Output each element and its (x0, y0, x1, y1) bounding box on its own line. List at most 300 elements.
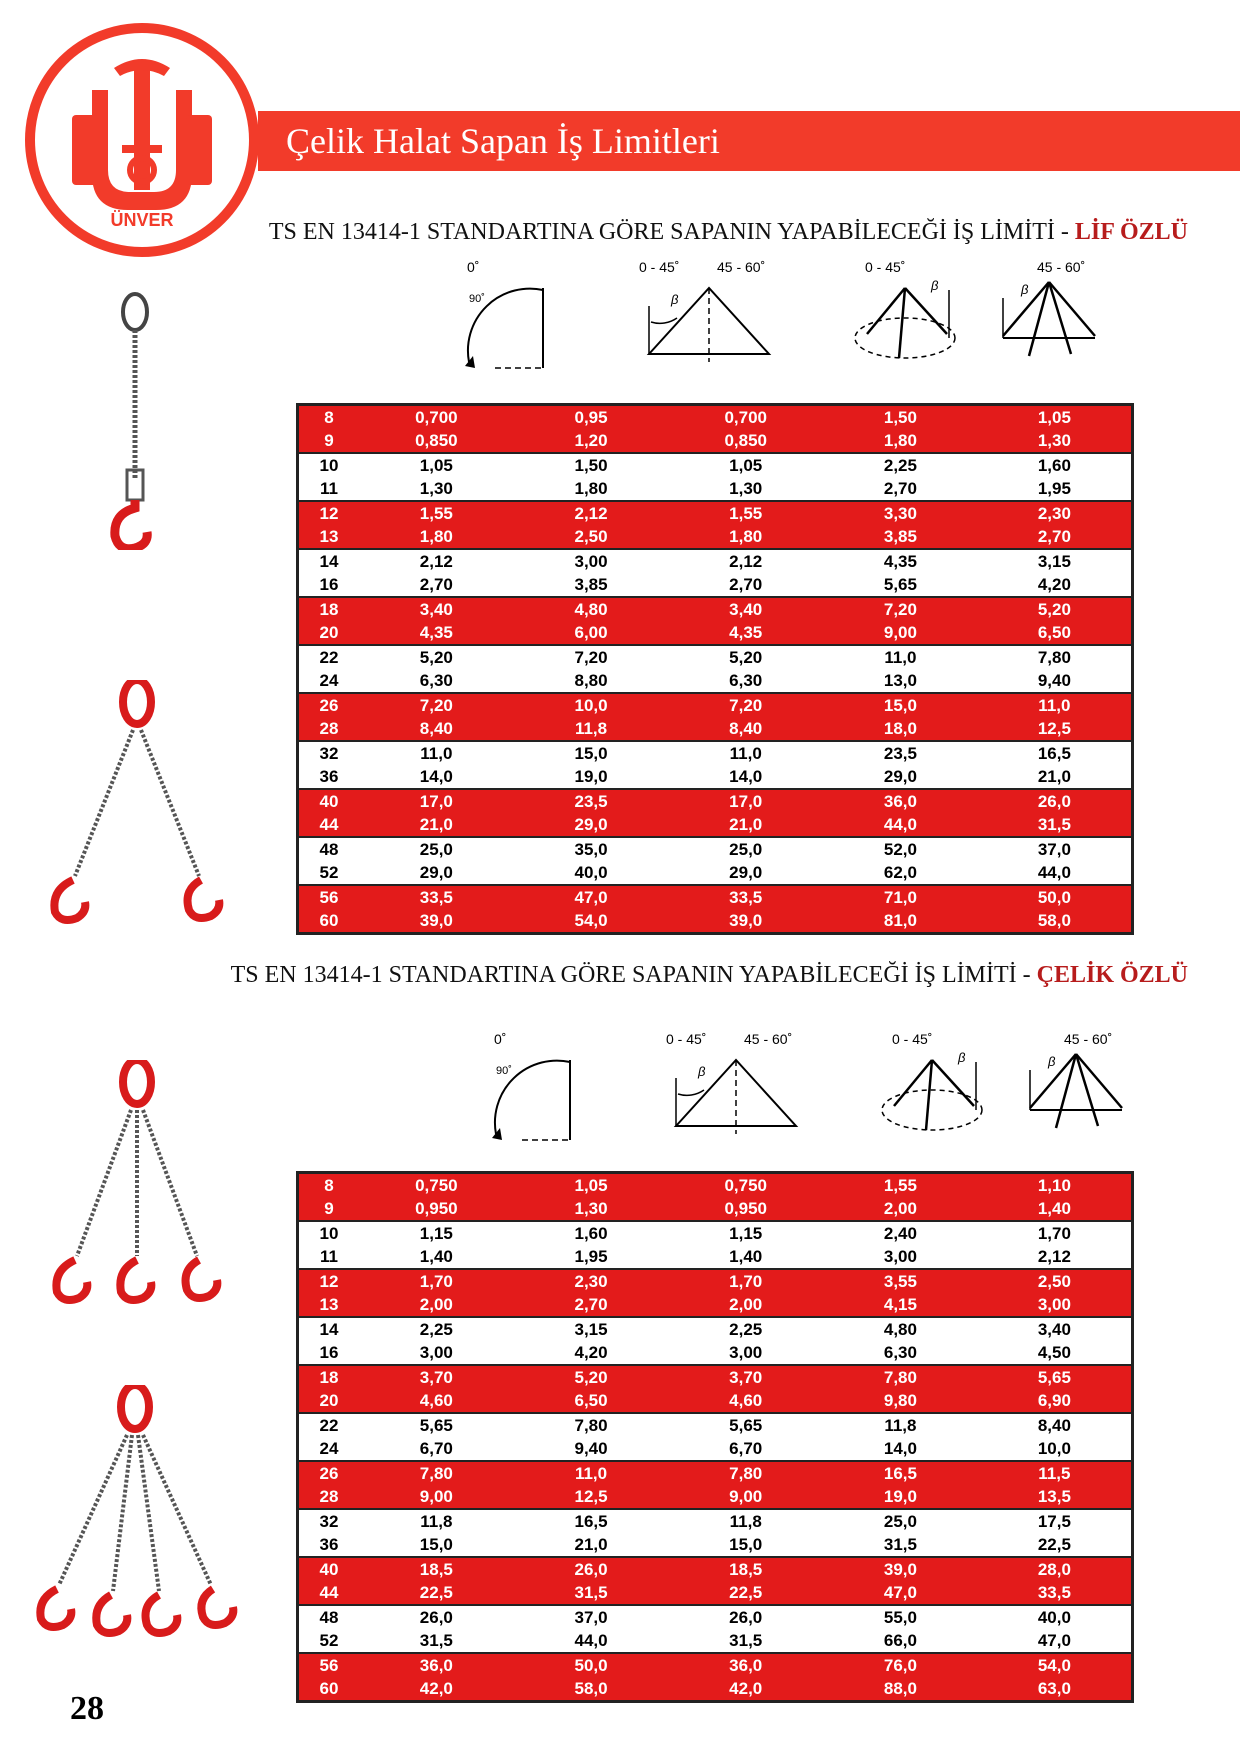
svg-text:β: β (931, 278, 939, 293)
load-limit-cell: 11,5 (978, 1461, 1133, 1485)
load-limit-cell: 1,50 (514, 453, 669, 477)
load-limit-cell: 26,0 (514, 1557, 669, 1581)
load-limit-cell: 2,70 (668, 573, 823, 597)
load-limit-cell: 39,0 (668, 909, 823, 934)
table-row (298, 861, 1133, 885)
diameter-cell: 36 (298, 1533, 360, 1557)
load-limit-cell: 11,8 (668, 1509, 823, 1533)
load-limit-cell: 2,12 (514, 501, 669, 525)
load-limit-cell: 19,0 (514, 765, 669, 789)
table-row (298, 1533, 1133, 1557)
diameter-cell: 40 (298, 789, 360, 813)
load-limit-cell: 21,0 (359, 813, 514, 837)
load-limit-cell: 17,5 (978, 1509, 1133, 1533)
load-limit-cell: 7,80 (359, 1461, 514, 1485)
load-limit-cell: 23,5 (823, 741, 978, 765)
svg-text:0˚: 0˚ (467, 259, 480, 275)
load-limit-cell: 54,0 (514, 909, 669, 934)
load-limit-cell: 2,12 (668, 549, 823, 573)
load-limit-cell: 2,00 (359, 1293, 514, 1317)
table-row (298, 789, 1133, 813)
table-row (298, 1245, 1133, 1269)
load-limit-cell: 36,0 (823, 789, 978, 813)
load-limit-cell: 47,0 (514, 885, 669, 909)
load-limit-cell: 1,60 (978, 453, 1133, 477)
section-title-lif (269, 219, 1188, 246)
diameter-cell: 20 (298, 621, 360, 645)
load-limit-cell: 0,950 (668, 1197, 823, 1221)
svg-text:β: β (698, 1064, 706, 1079)
load-limit-cell: 36,0 (359, 1653, 514, 1677)
load-limit-cell: 54,0 (978, 1653, 1133, 1677)
load-limit-cell: 1,95 (978, 477, 1133, 501)
load-limit-cell: 2,30 (514, 1269, 669, 1293)
load-limit-cell: 4,50 (978, 1341, 1133, 1365)
load-limit-cell: 1,50 (823, 405, 978, 430)
load-limit-cell: 1,70 (978, 1221, 1133, 1245)
load-limit-cell: 3,00 (978, 1293, 1133, 1317)
angle-diagrams-lif (455, 258, 1115, 378)
load-limit-cell: 7,80 (823, 1365, 978, 1389)
load-limit-cell: 4,80 (514, 597, 669, 621)
table-row (298, 1221, 1133, 1245)
load-limit-cell: 3,85 (514, 573, 669, 597)
diameter-cell: 56 (298, 1653, 360, 1677)
svg-text:45 - 60˚: 45 - 60˚ (1064, 1031, 1113, 1047)
load-limit-cell: 4,60 (359, 1389, 514, 1413)
load-limit-cell: 10,0 (978, 1437, 1133, 1461)
load-limit-cell: 33,5 (978, 1581, 1133, 1605)
table-row (298, 909, 1133, 934)
diameter-cell: 11 (298, 1245, 360, 1269)
section-title-core-type: ÇELİK ÖZLÜ (1036, 962, 1188, 988)
load-limit-cell: 3,15 (978, 549, 1133, 573)
load-limit-cell: 1,30 (668, 477, 823, 501)
diameter-cell: 8 (298, 405, 360, 430)
diameter-cell: 36 (298, 765, 360, 789)
load-limit-cell: 5,20 (668, 645, 823, 669)
load-limit-cell: 3,40 (668, 597, 823, 621)
load-limit-cell: 4,60 (668, 1389, 823, 1413)
diameter-cell: 16 (298, 573, 360, 597)
load-limit-cell: 3,00 (359, 1341, 514, 1365)
section-title-core-type: LİF ÖZLÜ (1074, 219, 1188, 245)
load-limit-cell: 6,70 (668, 1437, 823, 1461)
load-limit-cell: 10,0 (514, 693, 669, 717)
load-limit-cell: 81,0 (823, 909, 978, 934)
load-limit-cell: 2,25 (668, 1317, 823, 1341)
load-limit-cell: 17,0 (668, 789, 823, 813)
load-limit-cell: 9,80 (823, 1389, 978, 1413)
load-limit-cell: 2,70 (514, 1293, 669, 1317)
load-limit-cell: 15,0 (668, 1533, 823, 1557)
diameter-cell: 13 (298, 1293, 360, 1317)
load-limit-cell: 6,30 (668, 669, 823, 693)
diameter-cell: 52 (298, 1629, 360, 1653)
load-limit-cell: 3,70 (359, 1365, 514, 1389)
load-limit-cell: 26,0 (668, 1605, 823, 1629)
load-limit-cell: 3,85 (823, 525, 978, 549)
load-limit-cell: 7,80 (978, 645, 1133, 669)
table-row (298, 1605, 1133, 1629)
svg-text:0 - 45˚: 0 - 45˚ (666, 1031, 707, 1047)
load-limit-cell: 1,55 (359, 501, 514, 525)
load-limit-cell: 1,15 (359, 1221, 514, 1245)
diameter-cell: 60 (298, 909, 360, 934)
load-limit-cell: 6,50 (978, 621, 1133, 645)
load-limit-cell: 17,0 (359, 789, 514, 813)
load-limit-cell: 0,95 (514, 405, 669, 430)
diameter-cell: 32 (298, 741, 360, 765)
angle-3leg-icon (855, 259, 955, 358)
table-row (298, 573, 1133, 597)
table-row (298, 1629, 1133, 1653)
load-limit-cell: 1,30 (514, 1197, 669, 1221)
load-limit-cell: 1,05 (978, 405, 1133, 430)
table-row (298, 621, 1133, 645)
load-limit-cell: 1,05 (359, 453, 514, 477)
load-limit-cell: 5,20 (359, 645, 514, 669)
three-leg-sling-icon (45, 1060, 235, 1310)
load-limit-cell: 0,950 (359, 1197, 514, 1221)
svg-text:45 - 60˚: 45 - 60˚ (744, 1031, 793, 1047)
diameter-cell: 18 (298, 597, 360, 621)
load-limit-cell: 16,5 (514, 1509, 669, 1533)
load-limit-cell: 19,0 (823, 1485, 978, 1509)
diameter-cell: 10 (298, 1221, 360, 1245)
diameter-cell: 40 (298, 1557, 360, 1581)
load-limit-cell: 22,5 (668, 1581, 823, 1605)
diameter-cell: 32 (298, 1509, 360, 1533)
table-row (298, 717, 1133, 741)
load-limit-cell: 29,0 (668, 861, 823, 885)
svg-text:0 - 45˚: 0 - 45˚ (892, 1031, 933, 1047)
load-limit-cell: 11,0 (823, 645, 978, 669)
diameter-cell: 9 (298, 1197, 360, 1221)
angle-2leg-icon (639, 259, 769, 362)
table-row (298, 1317, 1133, 1341)
diameter-cell: 60 (298, 1677, 360, 1702)
load-limit-cell: 2,70 (823, 477, 978, 501)
load-limit-cell: 7,20 (823, 597, 978, 621)
load-limit-cell: 6,70 (359, 1437, 514, 1461)
load-limit-cell: 2,40 (823, 1221, 978, 1245)
load-limit-cell: 71,0 (823, 885, 978, 909)
diameter-cell: 13 (298, 525, 360, 549)
load-limit-cell: 2,70 (359, 573, 514, 597)
table-row (298, 1557, 1133, 1581)
diameter-cell: 10 (298, 453, 360, 477)
diameter-cell: 28 (298, 1485, 360, 1509)
table-row (298, 1197, 1133, 1221)
diameter-cell: 14 (298, 549, 360, 573)
load-limit-cell: 29,0 (823, 765, 978, 789)
load-limit-cell: 4,20 (514, 1341, 669, 1365)
table-row (298, 1341, 1133, 1365)
load-limit-cell: 26,0 (359, 1605, 514, 1629)
page-title: Çelik Halat Sapan İş Limitleri (258, 111, 1240, 171)
load-limit-cell: 3,40 (359, 597, 514, 621)
table-row (298, 1677, 1133, 1702)
load-limit-cell: 6,50 (514, 1389, 669, 1413)
svg-text:90˚: 90˚ (469, 293, 485, 305)
load-limit-cell: 7,20 (668, 693, 823, 717)
load-limit-cell: 3,00 (823, 1245, 978, 1269)
load-limit-cell: 1,40 (978, 1197, 1133, 1221)
table-row (298, 1581, 1133, 1605)
diameter-cell: 9 (298, 429, 360, 453)
diameter-cell: 28 (298, 717, 360, 741)
load-limit-cell: 31,5 (823, 1533, 978, 1557)
load-limit-cell: 1,20 (514, 429, 669, 453)
load-limit-cell: 1,30 (359, 477, 514, 501)
load-limit-cell: 11,8 (359, 1509, 514, 1533)
load-limit-cell: 63,0 (978, 1677, 1133, 1702)
load-limit-cell: 36,0 (668, 1653, 823, 1677)
load-limit-cell: 39,0 (823, 1557, 978, 1581)
load-limit-cell: 5,65 (668, 1413, 823, 1437)
table-row (298, 453, 1133, 477)
load-limit-cell: 3,15 (514, 1317, 669, 1341)
load-limit-cell: 23,5 (514, 789, 669, 813)
load-limit-cell: 6,90 (978, 1389, 1133, 1413)
load-limit-cell: 6,00 (514, 621, 669, 645)
table-row (298, 501, 1133, 525)
load-limit-cell: 21,0 (514, 1533, 669, 1557)
svg-text:45 - 60˚: 45 - 60˚ (1037, 259, 1086, 275)
limits-table-celik (296, 1171, 1134, 1703)
load-limit-cell: 1,80 (668, 525, 823, 549)
diameter-cell: 44 (298, 813, 360, 837)
diameter-cell: 18 (298, 1365, 360, 1389)
load-limit-cell: 6,30 (359, 669, 514, 693)
load-limit-cell: 1,15 (668, 1221, 823, 1245)
load-limit-cell: 1,05 (668, 453, 823, 477)
load-limit-cell: 0,850 (359, 429, 514, 453)
load-limit-cell: 9,00 (668, 1485, 823, 1509)
load-limit-cell: 4,35 (823, 549, 978, 573)
load-limit-cell: 5,65 (359, 1413, 514, 1437)
diameter-cell: 12 (298, 1269, 360, 1293)
load-limit-cell: 42,0 (668, 1677, 823, 1702)
svg-text:90˚: 90˚ (496, 1065, 512, 1077)
limits-table-lif (296, 403, 1134, 935)
load-limit-cell: 3,55 (823, 1269, 978, 1293)
load-limit-cell: 9,00 (823, 621, 978, 645)
load-limit-cell: 2,00 (668, 1293, 823, 1317)
load-limit-cell: 5,65 (823, 573, 978, 597)
load-limit-cell: 6,30 (823, 1341, 978, 1365)
load-limit-cell: 1,60 (514, 1221, 669, 1245)
angle-2leg-icon (666, 1031, 796, 1134)
load-limit-cell: 14,0 (668, 765, 823, 789)
load-limit-cell: 1,70 (668, 1269, 823, 1293)
load-limit-cell: 1,80 (514, 477, 669, 501)
load-limit-cell: 3,70 (668, 1365, 823, 1389)
load-limit-cell: 13,0 (823, 669, 978, 693)
load-limit-cell: 11,0 (668, 741, 823, 765)
table-row (298, 1269, 1133, 1293)
table-row (298, 837, 1133, 861)
table-row (298, 1485, 1133, 1509)
svg-text:β: β (1048, 1054, 1056, 1069)
load-limit-cell: 33,5 (359, 885, 514, 909)
table-row (298, 885, 1133, 909)
table-row (298, 765, 1133, 789)
section-title-prefix: TS EN 13414-1 STANDARTINA GÖRE SAPANIN YAPABİLECEĞİ İŞ LİMİTİ - (230, 962, 1037, 988)
diameter-cell: 11 (298, 477, 360, 501)
load-limit-cell: 22,5 (359, 1581, 514, 1605)
diameter-cell: 26 (298, 1461, 360, 1485)
table-row (298, 693, 1133, 717)
single-leg-sling-icon (100, 290, 170, 550)
load-limit-cell: 11,0 (514, 1461, 669, 1485)
four-leg-sling-icon (35, 1385, 245, 1645)
load-limit-cell: 2,00 (823, 1197, 978, 1221)
load-limit-cell: 0,700 (359, 405, 514, 430)
diameter-cell: 26 (298, 693, 360, 717)
load-limit-cell: 26,0 (978, 789, 1133, 813)
load-limit-cell: 2,50 (514, 525, 669, 549)
load-limit-cell: 2,25 (359, 1317, 514, 1341)
load-limit-cell: 8,40 (359, 717, 514, 741)
load-limit-cell: 7,20 (514, 645, 669, 669)
load-limit-cell: 50,0 (978, 885, 1133, 909)
diameter-cell: 44 (298, 1581, 360, 1605)
load-limit-cell: 1,80 (823, 429, 978, 453)
svg-text:β: β (1021, 282, 1029, 297)
table-row (298, 429, 1133, 453)
load-limit-cell: 12,5 (514, 1485, 669, 1509)
load-limit-cell: 2,12 (978, 1245, 1133, 1269)
svg-text:β: β (671, 292, 679, 307)
load-limit-cell: 12,5 (978, 717, 1133, 741)
load-limit-cell: 2,50 (978, 1269, 1133, 1293)
load-limit-cell: 14,0 (823, 1437, 978, 1461)
angle-4leg-icon (1003, 259, 1095, 356)
load-limit-cell: 44,0 (823, 813, 978, 837)
load-limit-cell: 29,0 (514, 813, 669, 837)
svg-text:0 - 45˚: 0 - 45˚ (865, 259, 906, 275)
load-limit-cell: 2,25 (823, 453, 978, 477)
load-limit-cell: 52,0 (823, 837, 978, 861)
load-limit-cell: 14,0 (359, 765, 514, 789)
diameter-cell: 48 (298, 1605, 360, 1629)
diameter-cell: 14 (298, 1317, 360, 1341)
table-row (298, 525, 1133, 549)
load-limit-cell: 18,5 (359, 1557, 514, 1581)
angle-0-90-icon (465, 259, 543, 368)
load-limit-cell: 76,0 (823, 1653, 978, 1677)
load-limit-cell: 0,850 (668, 429, 823, 453)
load-limit-cell: 3,40 (978, 1317, 1133, 1341)
load-limit-cell: 7,20 (359, 693, 514, 717)
angle-4leg-icon (1030, 1031, 1122, 1128)
load-limit-cell: 11,0 (359, 741, 514, 765)
load-limit-cell: 9,40 (514, 1437, 669, 1461)
load-limit-cell: 2,70 (978, 525, 1133, 549)
load-limit-cell: 2,30 (978, 501, 1133, 525)
load-limit-cell: 7,80 (668, 1461, 823, 1485)
angle-3leg-icon (882, 1031, 982, 1130)
svg-text:β: β (958, 1050, 966, 1065)
table-row (298, 645, 1133, 669)
table-row (298, 1173, 1133, 1198)
load-limit-cell: 7,80 (514, 1413, 669, 1437)
load-limit-cell: 66,0 (823, 1629, 978, 1653)
load-limit-cell: 31,5 (668, 1629, 823, 1653)
load-limit-cell: 1,05 (514, 1173, 669, 1198)
diameter-cell: 16 (298, 1341, 360, 1365)
load-limit-cell: 5,20 (978, 597, 1133, 621)
load-limit-cell: 4,35 (359, 621, 514, 645)
table-row (298, 741, 1133, 765)
load-limit-cell: 44,0 (978, 861, 1133, 885)
load-limit-cell: 39,0 (359, 909, 514, 934)
load-limit-cell: 31,5 (359, 1629, 514, 1653)
load-limit-cell: 15,0 (823, 693, 978, 717)
load-limit-cell: 9,40 (978, 669, 1133, 693)
load-limit-cell: 37,0 (514, 1605, 669, 1629)
load-limit-cell: 5,65 (978, 1365, 1133, 1389)
table-row (298, 1509, 1133, 1533)
load-limit-cell: 11,8 (514, 717, 669, 741)
load-limit-cell: 62,0 (823, 861, 978, 885)
load-limit-cell: 21,0 (978, 765, 1133, 789)
load-limit-cell: 16,5 (823, 1461, 978, 1485)
load-limit-cell: 1,40 (668, 1245, 823, 1269)
load-limit-cell: 25,0 (668, 837, 823, 861)
load-limit-cell: 47,0 (823, 1581, 978, 1605)
load-limit-cell: 88,0 (823, 1677, 978, 1702)
table-row (298, 1437, 1133, 1461)
load-limit-cell: 16,5 (978, 741, 1133, 765)
load-limit-cell: 1,80 (359, 525, 514, 549)
load-limit-cell: 0,700 (668, 405, 823, 430)
table-row (298, 1413, 1133, 1437)
load-limit-cell: 4,15 (823, 1293, 978, 1317)
load-limit-cell: 58,0 (978, 909, 1133, 934)
load-limit-cell: 40,0 (514, 861, 669, 885)
load-limit-cell: 15,0 (359, 1533, 514, 1557)
table-row (298, 1461, 1133, 1485)
load-limit-cell: 11,8 (823, 1413, 978, 1437)
load-limit-cell: 8,40 (978, 1413, 1133, 1437)
load-limit-cell: 8,40 (668, 717, 823, 741)
table-row (298, 813, 1133, 837)
diameter-cell: 24 (298, 1437, 360, 1461)
diameter-cell: 20 (298, 1389, 360, 1413)
load-limit-cell: 1,55 (823, 1173, 978, 1198)
svg-text:0˚: 0˚ (494, 1031, 507, 1047)
load-limit-cell: 31,5 (978, 813, 1133, 837)
unver-logo (22, 20, 262, 260)
angle-diagrams-celik (482, 1030, 1142, 1150)
load-limit-cell: 29,0 (359, 861, 514, 885)
diameter-cell: 56 (298, 885, 360, 909)
load-limit-cell: 8,80 (514, 669, 669, 693)
section-title-celik (231, 962, 1188, 989)
table-row (298, 597, 1133, 621)
load-limit-cell: 1,10 (978, 1173, 1133, 1198)
load-limit-cell: 50,0 (514, 1653, 669, 1677)
diameter-cell: 12 (298, 501, 360, 525)
load-limit-cell: 55,0 (823, 1605, 978, 1629)
load-limit-cell: 33,5 (668, 885, 823, 909)
load-limit-cell: 3,00 (668, 1341, 823, 1365)
load-limit-cell: 11,0 (978, 693, 1133, 717)
load-limit-cell: 21,0 (668, 813, 823, 837)
